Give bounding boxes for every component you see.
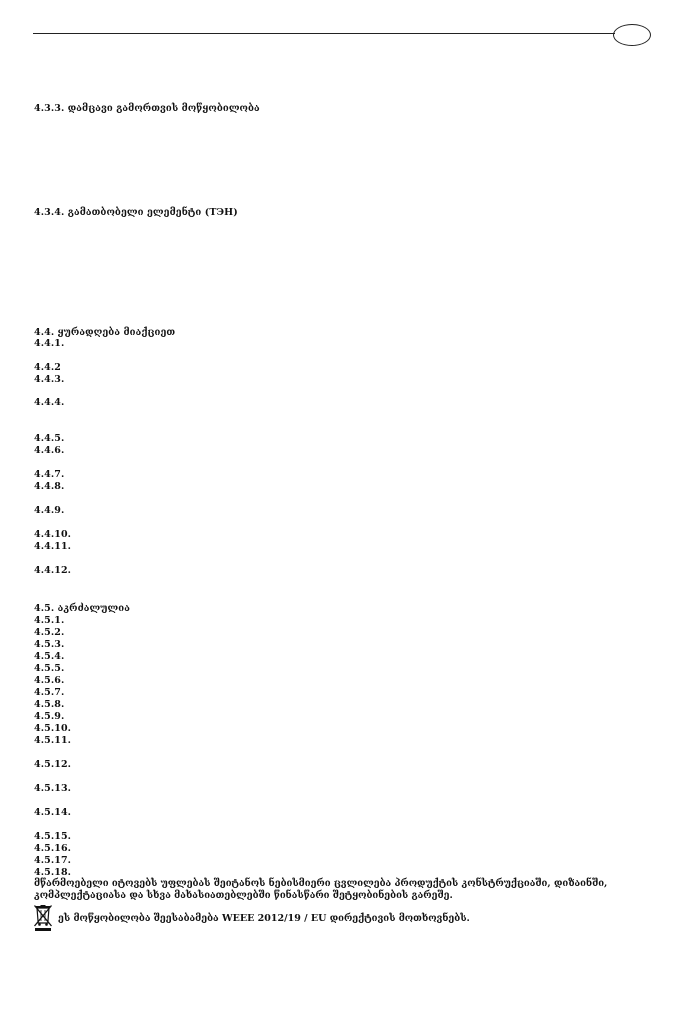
list-item: 4.5.9. (34, 711, 65, 722)
list-item: 4.5.7. (34, 687, 65, 698)
list-item: 4.4.11. (34, 541, 72, 552)
section-heading-4-4: 4.4. ყურადღება მიაქციეთ (34, 327, 176, 338)
list-item: 4.5.6. (34, 675, 65, 686)
section-heading-4-3-3: 4.3.3. დამცავი გამორთვის მოწყობილობა (34, 103, 260, 114)
list-item: 4.5.15. (34, 831, 72, 842)
list-item: 4.5.2. (34, 627, 65, 638)
list-item: 4.4.9. (34, 505, 65, 516)
list-item: 4.5.10. (34, 723, 72, 734)
list-item: 4.5.12. (34, 759, 72, 770)
list-item: 4.4.8. (34, 481, 65, 492)
list-item: 4.4.4. (34, 397, 65, 408)
weee-crossed-bin-icon (34, 905, 52, 931)
list-item: 4.5.4. (34, 651, 65, 662)
list-item: 4.4.3. (34, 374, 65, 385)
list-item: 4.5.17. (34, 855, 72, 866)
list-item: 4.5.1. (34, 615, 65, 626)
list-item: 4.5.13. (34, 783, 72, 794)
weee-statement (34, 904, 470, 932)
header-rule (33, 33, 615, 34)
list-item: 4.5.16. (34, 843, 72, 854)
list-item: 4.4.6. (34, 445, 65, 456)
list-item: 4.4.5. (34, 433, 65, 444)
list-item: 4.4.7. (34, 469, 65, 480)
list-item: 4.4.1. (34, 338, 65, 349)
manufacturer-note: მწარმოებელი იტოვებს უფლებას შეიტანოს ნებისმიერი ცვლილება პროდუქტის კონსტრუქციაში, დიზაინში, კომპლექტაციასა და სხვა მახასიათებლებში წინასწარი შეტყობინების გარეშე. (34, 878, 608, 901)
list-item: 4.4.10. (34, 529, 72, 540)
section-heading-4-5: 4.5. აკრძალულია (34, 603, 130, 614)
list-item: 4.5.14. (34, 807, 72, 818)
list-item: 4.5.5. (34, 663, 65, 674)
list-item: 4.4.2 (34, 362, 61, 373)
list-item: 4.5.18. (34, 867, 72, 878)
list-item: 4.5.11. (34, 735, 72, 746)
weee-text: ეს მოწყობილობა შეესაბამება WEEE 2012/19 / EU დირექტივის მოთხოვნებს. (58, 912, 470, 924)
page-number-oval (613, 24, 651, 46)
list-item: 4.4.12. (34, 565, 72, 576)
list-item: 4.5.8. (34, 699, 65, 710)
list-item: 4.5.3. (34, 639, 65, 650)
section-heading-4-3-4: 4.3.4. გამათბობელი ელემენტი (ТЭН) (34, 207, 238, 218)
